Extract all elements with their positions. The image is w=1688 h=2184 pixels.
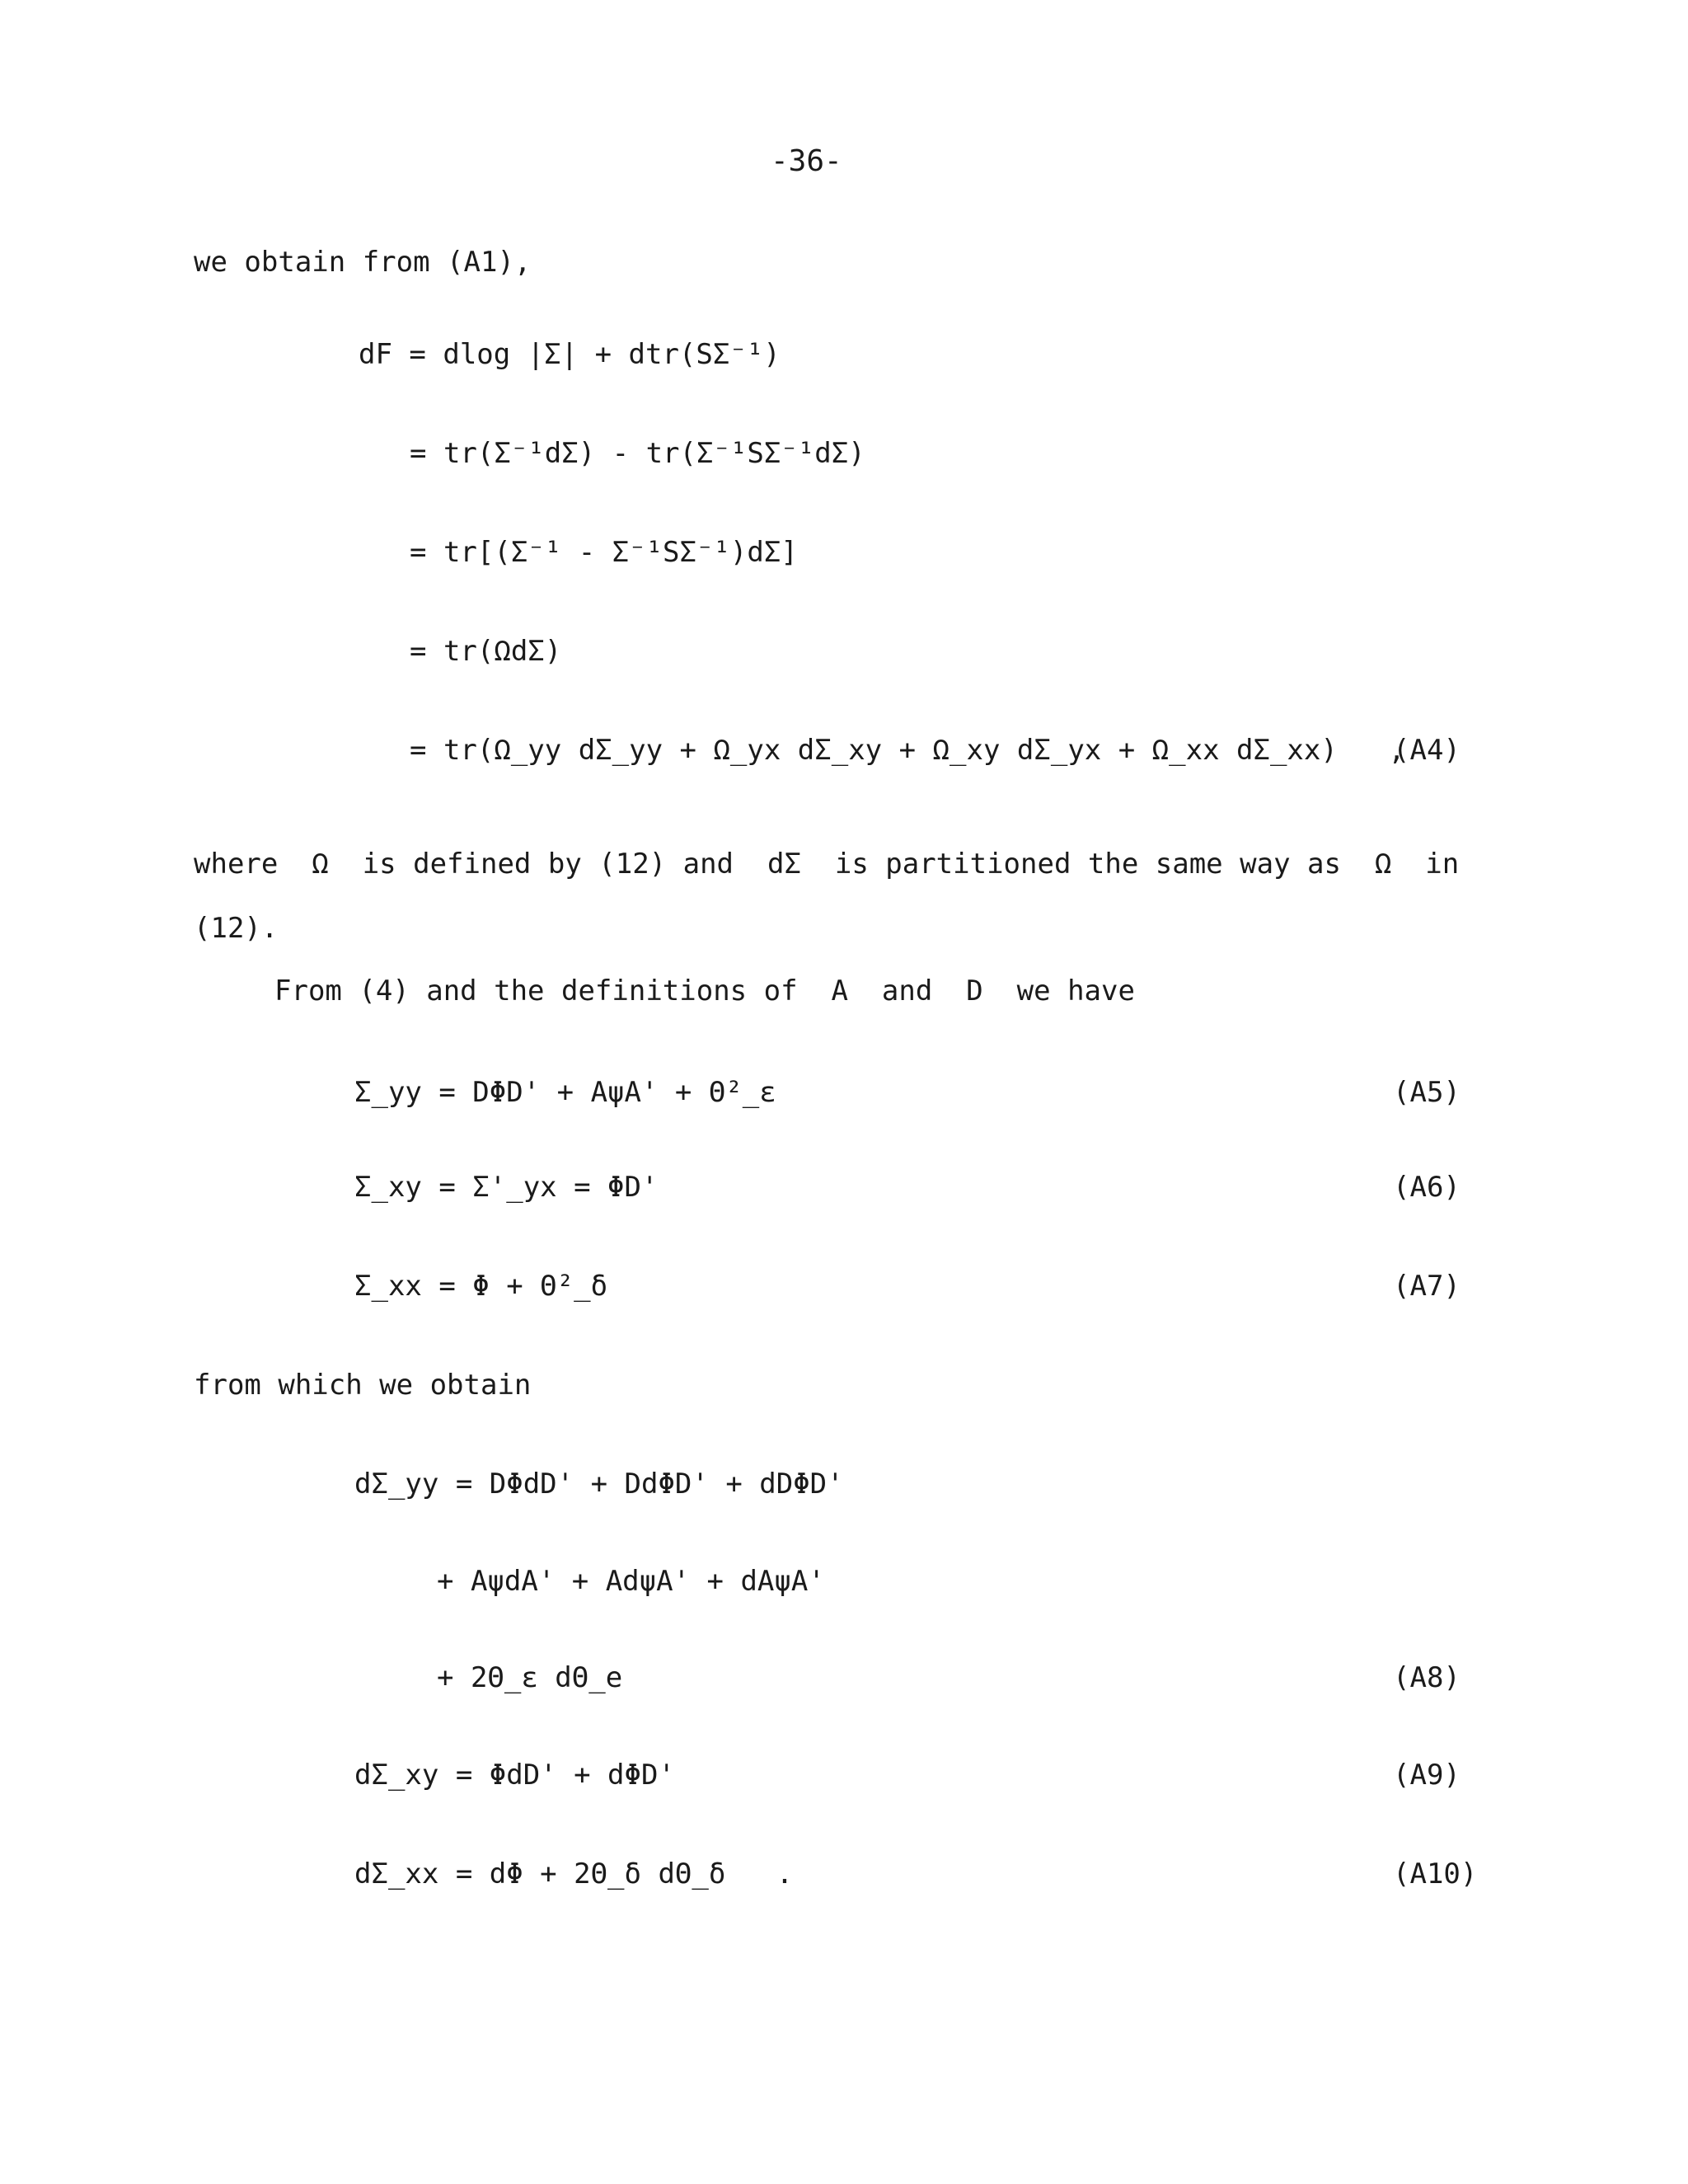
from-which-text: from which we obtain <box>194 1369 532 1402</box>
equation-label-a7: (A7) <box>1393 1270 1461 1303</box>
equation-label-a8: (A8) <box>1393 1661 1461 1694</box>
equation-label-a5: (A5) <box>1393 1076 1461 1109</box>
equation-label-a9: (A9) <box>1393 1759 1461 1792</box>
page-number: -36- <box>771 144 842 178</box>
equation-label-a10: (A10) <box>1393 1858 1478 1890</box>
equation-a6: Σ_xy = Σ'_yx = ΦD' <box>354 1171 659 1204</box>
equation-a10: dΣ_xx = dΦ + 2Θ_δ dΘ_δ . <box>354 1858 794 1890</box>
equation-a5: Σ_yy = DΦD' + AψA' + Θ²_ε <box>354 1076 776 1109</box>
where-text-line-2: (12). <box>194 912 279 945</box>
intro-text: we obtain from (A1), <box>194 246 532 279</box>
equation-a8-line-1: dΣ_yy = DΦdD' + DdΦD' + dDΦD' <box>354 1468 844 1501</box>
equation-a8-line-3: + 2Θ_ε dΘ_e <box>437 1661 623 1694</box>
equation-a4-line-4: = tr(ΩdΣ) <box>410 635 562 668</box>
equation-a4-line-1: dF = dlog |Σ| + dtr(SΣ⁻¹) <box>359 338 781 371</box>
equation-a8-line-2: + AψdA' + AdψA' + dAψA' <box>437 1565 825 1598</box>
equation-a4-line-3: = tr[(Σ⁻¹ - Σ⁻¹SΣ⁻¹)dΣ] <box>410 536 798 569</box>
equation-a9: dΣ_xy = ΦdD' + dΦD' <box>354 1759 675 1792</box>
equation-a4-line-5: = tr(Ω_yy dΣ_yy + Ω_yx dΣ_xy + Ω_xy dΣ_yx + Ω_xx dΣ_xx) , <box>410 734 1405 767</box>
equation-label-a6: (A6) <box>1393 1171 1461 1204</box>
equation-label-a4: (A4) <box>1393 734 1461 767</box>
equation-a4-line-2: = tr(Σ⁻¹dΣ) - tr(Σ⁻¹SΣ⁻¹dΣ) <box>410 437 865 470</box>
from-definitions-text: From (4) and the definitions of A and D we have <box>274 975 1135 1007</box>
equation-a7: Σ_xx = Φ + Θ²_δ <box>354 1270 608 1303</box>
where-text-line-1: where Ω is defined by (12) and dΣ is partitioned the same way as Ω in <box>194 848 1460 881</box>
